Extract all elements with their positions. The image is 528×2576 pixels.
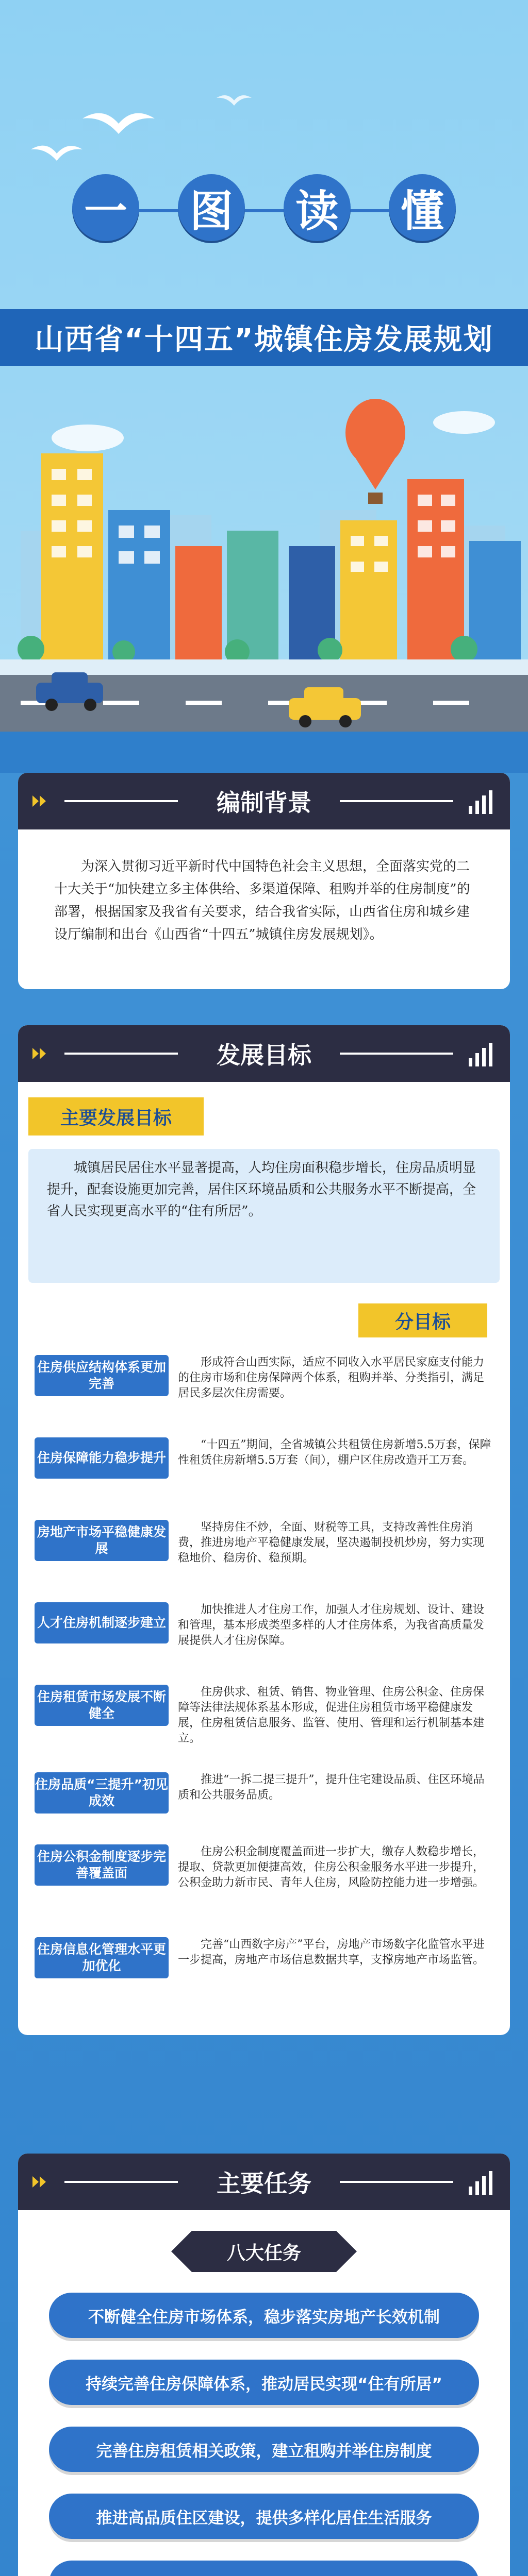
goal-item-label: 住房保障能力稳步提升	[35, 1437, 169, 1479]
goal-item-text: 形成符合山西实际，适应不同收入水平居民家庭支付能力的住房市场和住房保障两个体系，租购并举、分类指引，满足居民多层次住房需要。	[178, 1356, 485, 1400]
goal-item-label: 住房信息化管理水平更加优化	[35, 1937, 169, 1978]
compile-text: 为深入贯彻习近平新时代中国特色社会主义思想，全面落实党的二十大关于“加快建立多主体供给、多渠道保障、租购并举的住房制度”的部署，根据国家及我省有关要求，结合我省实际，山西省住房和城乡建设厅编制和出台《山西省“十四五”城镇住房发展规划》。	[54, 859, 470, 942]
title-char-2: 图	[178, 174, 245, 241]
title-char-4: 懂	[389, 174, 456, 241]
city-illustration	[0, 392, 528, 773]
goals-card	[18, 1025, 510, 2035]
goal-item-text: 加快推进人才住房工作，加强人才住房规划、设计、建设和管理，基本形成类型多样的人才住房体系，为我省高质量发展提供人才住房保障。	[178, 1603, 485, 1647]
signal-bars-icon	[469, 788, 492, 814]
goal-item-label: 房地产市场平稳健康发展	[35, 1520, 169, 1561]
tasks-header	[18, 2154, 510, 2210]
compile-card	[18, 773, 510, 989]
title-char-3: 读	[284, 174, 351, 241]
goals-header	[18, 1025, 510, 1082]
goals-title: 发展目标	[203, 1037, 325, 1071]
goal-item-label: 人才住房机制逐步建立	[35, 1602, 169, 1643]
signal-bars-icon	[469, 2169, 492, 2195]
goal-item-text: “十四五”期间，全省城镇公共租赁住房新增5.5万套，保障性租赁住房新增5.5万套（间），棚户区住房改造开工万套。	[178, 1438, 491, 1467]
compile-title: 编制背景	[203, 784, 325, 818]
goal-item-label: 住房公积金制度逐步完善覆盖面	[35, 1844, 169, 1886]
main-goal-label: 主要发展目标	[28, 1097, 204, 1136]
task-item: 推进高品质住区建设，提供多样化居住生活服务	[49, 2494, 479, 2539]
eight-tasks-label: 八大任务	[226, 2242, 301, 2264]
tasks-card	[18, 2154, 510, 2576]
goal-item-text: 住房供求、租赁、销售、物业管理、住房公积金、住房保障等法律法规体系基本形成，促进住房租赁市场平稳健康发展，住房租赁信息服务、监管、使用、管理和运行机制基本建立。	[178, 1686, 485, 1745]
compile-header	[18, 773, 510, 829]
title-char-1: 一	[72, 174, 139, 241]
signal-bars-icon	[469, 1041, 492, 1066]
goal-item-label: 住房品质“三提升”初见成效	[35, 1772, 169, 1814]
task-item: 不断健全住房市场体系，稳步落实房地产长效机制	[49, 2293, 479, 2338]
birds-decoration	[0, 77, 528, 180]
main-goal-text: 城镇居民居住水平显著提高，人均住房面积稳步增长，住房品质明显提升，配套设施更加完善，居住区环境品质和公共服务水平不断提高，全省人民实现更高水平的“住有所居”。	[47, 1160, 476, 1219]
tasks-title: 主要任务	[203, 2165, 325, 2199]
goal-item-text: 坚持房住不炒，全面、财税等工具，支持改善性住房消费，推进房地产平稳健康发展，坚决遏制投机炒房，努力实现稳地价、稳房价、稳预期。	[178, 1521, 485, 1565]
task-item	[49, 2561, 479, 2576]
task-item: 持续完善住房保障体系，推动居民实现“住有所居”	[49, 2360, 479, 2405]
main-title	[72, 170, 456, 247]
goal-item-text: 推进“一拆二提三提升”，提升住宅建设品质、住区环境品质和公共服务品质。	[178, 1773, 485, 1802]
goal-item-text: 住房公积金制度覆盖面进一步扩大，缴存人数稳步增长，提取、贷款更加便捷高效，住房公积金服务水平进一步提升，公积金助力新市民、青年人住房，风险防控能力进一步增强。	[178, 1845, 485, 1889]
goal-item-label: 住房供应结构体系更加完善	[35, 1355, 169, 1396]
subtitle: 山西省“十四五”城镇住房发展规划	[35, 323, 493, 357]
task-item: 完善住房租赁相关政策，建立租购并举住房制度	[49, 2427, 479, 2472]
goal-item-text: 完善“山西数字房产”平台，房地产市场数字化监管水平进一步提高，房地产市场信息数据共享，支撑房地产市场监管。	[178, 1938, 485, 1967]
goal-item-label: 住房租赁市场发展不断健全	[35, 1685, 169, 1726]
sub-goal-label: 分目标	[358, 1303, 487, 1337]
